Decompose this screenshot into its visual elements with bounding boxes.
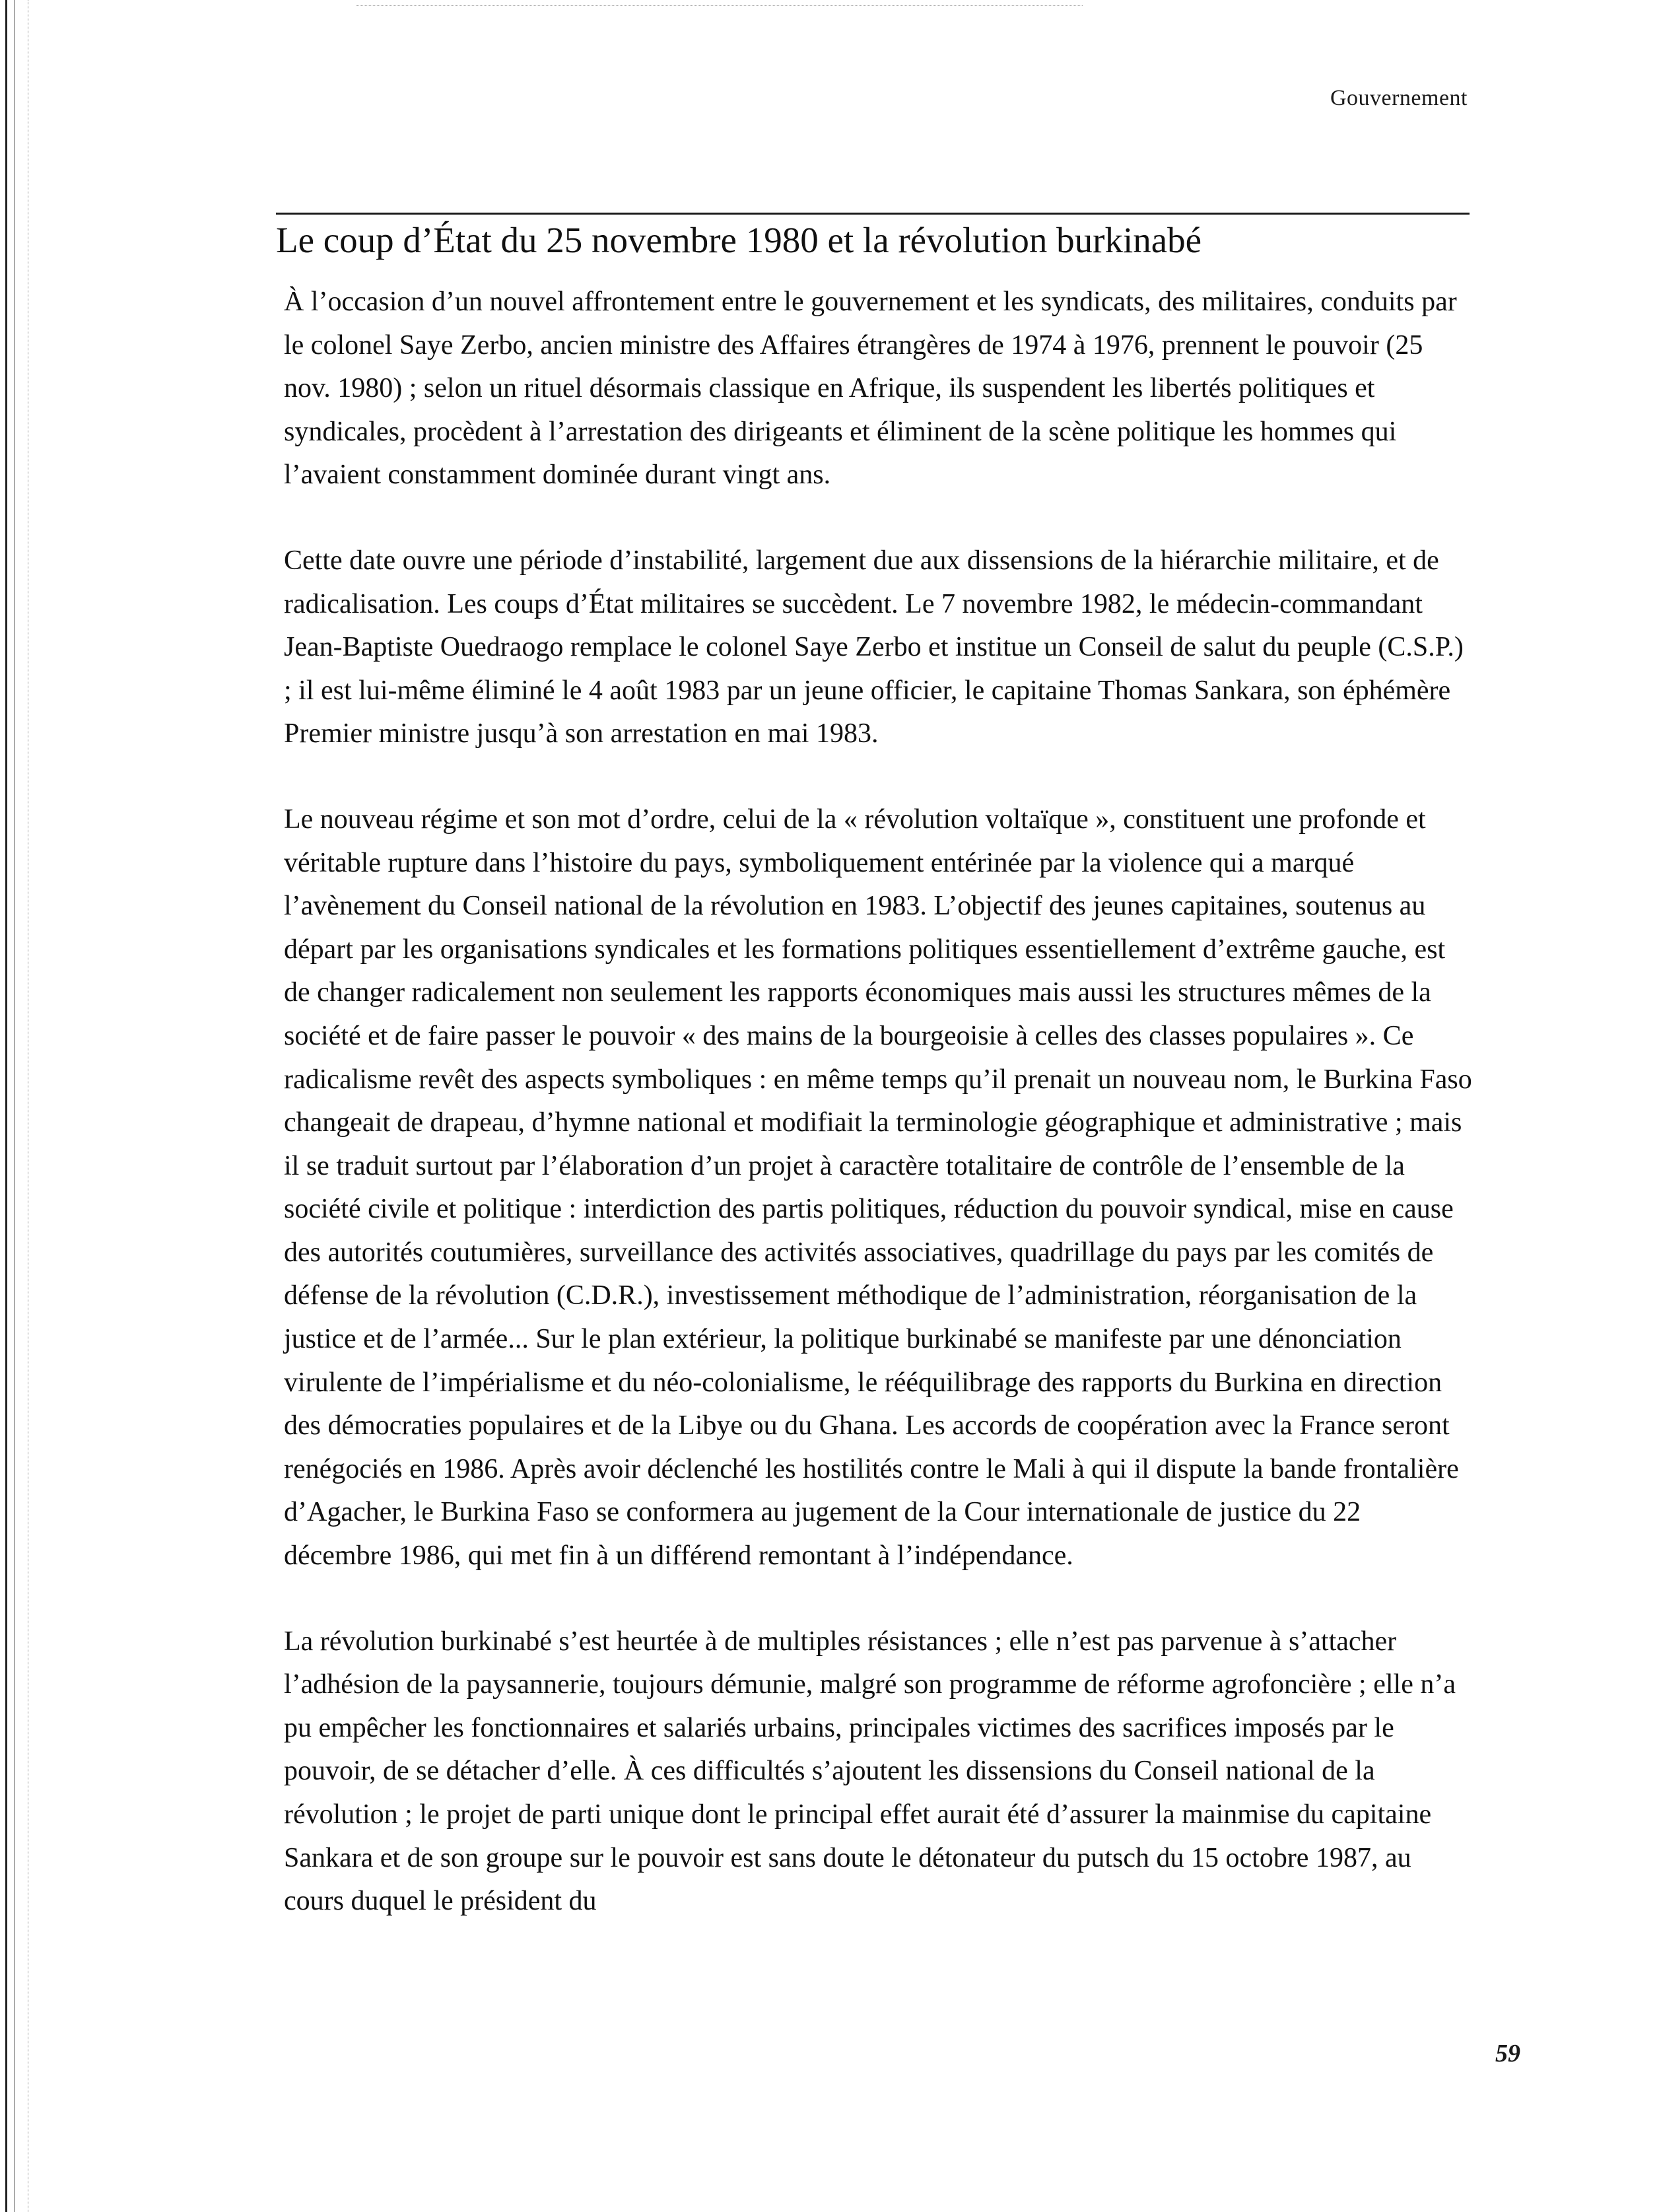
- scan-artifact-line: [356, 5, 1083, 6]
- paragraph: Le nouveau régime et son mot d’ordre, celui de la « révolution voltaïque », constituent une profonde et véritable rupture dans l’histoire du pays, symboliquement entérinée par la violence qui a marqué l’avènement du Conseil national de la révolution en 1983. L’objectif des jeunes capitaines, soutenus au départ par les organisations syndicales et les formations politiques essentiellement d’extrême gauche, est de changer radicalement non seulement les rapports économiques mais aussi les structures mêmes de la société et de faire passer le pouvoir « des mains de la bourgeoisie à celles des classes populaires ». Ce radicalisme revêt des aspects symboliques : en même temps qu’il prenait un nouveau nom, le Burkina Faso changeait de drapeau, d’hymne national et modifiait la terminologie géographique et administrative ; mais il se traduit surtout par l’élaboration d’un projet à caractère totalitaire de contrôle de l’ensemble de la société civile et politique : interdiction des partis politiques, réduction du pouvoir syndical, mise en cause des autorités coutumières, surveillance des activités associatives, quadrillage du pays par les comités de défense de la révolution (C.D.R.), investissement méthodique de l’administration, réorganisation de la justice et de l’armée... Sur le plan extérieur, la politique burkinabé se manifeste par une dénonciation virulente de l’impérialisme et du néo-colonialisme, le rééquilibrage des rapports du Burkina en direction des démocraties populaires et de la Libye ou du Ghana. Les accords de coopération avec la France seront renégociés en 1986. Après avoir déclenché les hostilités contre le Mali à qui il dispute la bande frontalière d’Agacher, le Burkina Faso se conformera au jugement de la Cour internationale de justice du 22 décembre 1986, qui met fin à un différend remontant à l’indépendance.: [284, 804, 1472, 1572]
- paragraph: À l’occasion d’un nouvel affrontement entre le gouvernement et les syndicats, des militaires, conduits par le colonel Saye Zerbo, ancien ministre des Affaires étrangères de 1974 à 1976, prennent le pouvoir (25 nov. 1980) ; selon un rituel désormais classique en Afrique, ils suspendent les libertés politiques et syndicales, procèdent à l’arrestation des dirigeants et éliminent de la scène politique les hommes qui l’avaient constamment dominée durant vingt ans.: [284, 287, 1457, 491]
- binding-edge: [5, 0, 15, 2212]
- paragraph: La révolution burkinabé s’est heurtée à de multiples résistances ; elle n’est pas parvenue à s’attacher l’adhésion de la paysannerie, toujours démunie, malgré son programme de réforme agrofoncière ; elle n’a pu empêcher les fonctionnaires et salariés urbains, principales victimes des sacrifices imposés par le pouvoir, de se détacher d’elle. À ces difficultés s’ajoutent les dissensions du Conseil national de la révolution ; le projet de parti unique dont le principal effet aurait été d’assurer la mainmise du capitaine Sankara et de son groupe sur le pouvoir est sans doute le détonateur du putsch du 15 octobre 1987, au cours duquel le président du: [284, 1626, 1456, 1917]
- section-rule: [276, 213, 1470, 215]
- section-title: Le coup d’État du 25 novembre 1980 et la révolution burkinabé: [276, 220, 1202, 260]
- article-body: [284, 281, 1472, 1966]
- running-head: Gouvernement: [1330, 86, 1468, 110]
- page-number: 59: [1495, 2040, 1520, 2067]
- paragraph: Cette date ouvre une période d’instabilité, largement due aux dissensions de la hiérarchie militaire, et de radicalisation. Les coups d’État militaires se succèdent. Le 7 novembre 1982, le médecin-commandant Jean-Baptiste Ouedraogo remplace le colonel Saye Zerbo et institue un Conseil de salut du peuple (C.S.P.) ; il est lui-même éliminé le 4 août 1983 par un jeune officier, le capitaine Thomas Sankara, son éphémère Premier ministre jusqu’à son arrestation en mai 1983.: [284, 545, 1464, 749]
